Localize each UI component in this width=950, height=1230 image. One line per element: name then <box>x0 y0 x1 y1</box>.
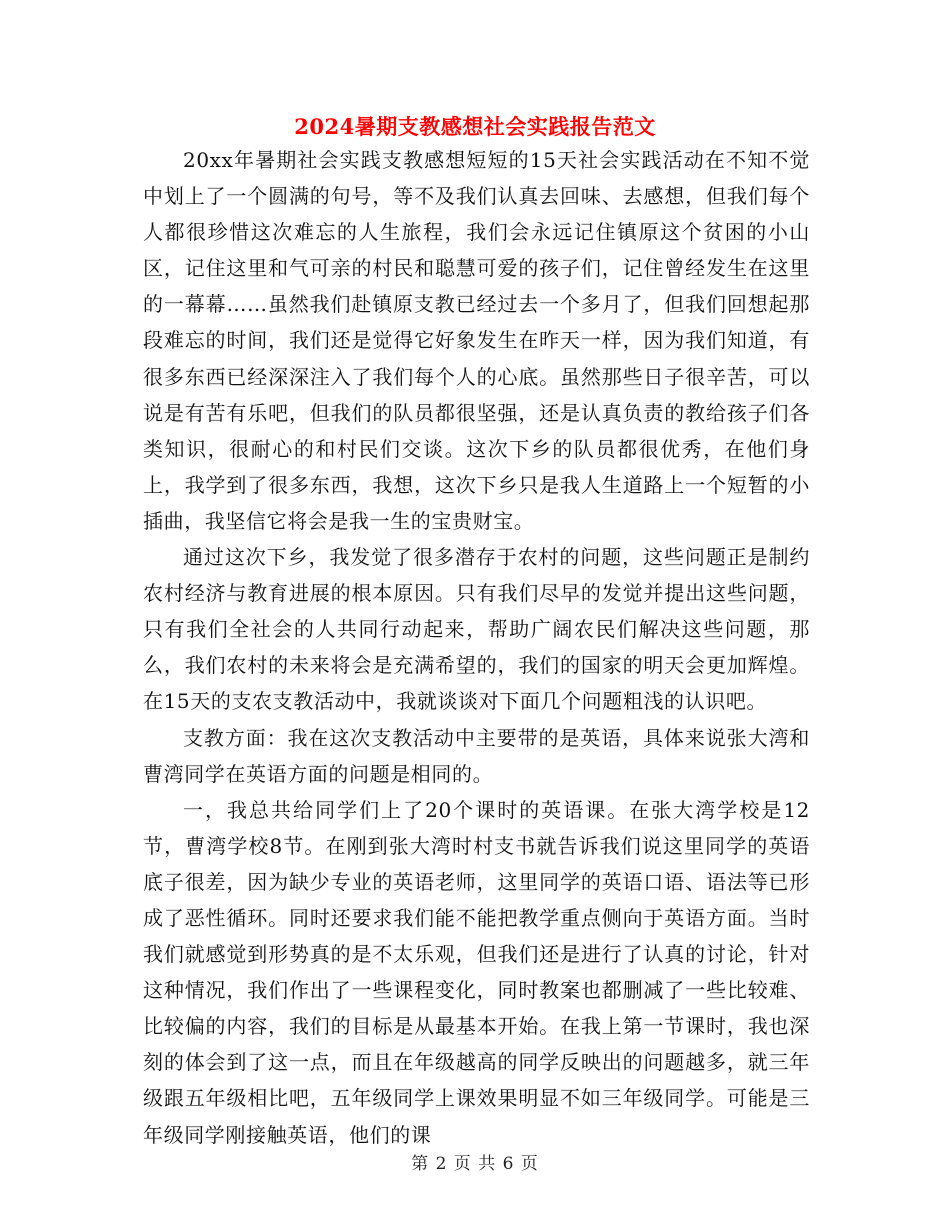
document-title: 2024暑期支教感想社会实践报告范文 <box>294 114 656 139</box>
page-footer: 第 2 页 共 6 页 <box>411 1154 539 1174</box>
paragraph-1: 20xx年暑期社会实践支教感想短短的15天社会实践活动在不知不觉中划上了一个圆满的句号，等不及我们认真去回味、去感想，但我们每个人都很珍惜这次难忘的人生旅程，我们会永远记住镇原这个贫困的小山区，记住这里和气可亲的村民和聪慧可爱的孩子们，记住曾经发生在这里的一幕幕……虽然我们赴镇原支教已经过去一个多月了，但我们回想起那段难忘的时间，我们还是觉得它好象发生在昨天一样，因为我们知道，有很多东西已经深深注入了我们每个人的心底。虽然那些日子很辛苦，可以说是有苦有乐吧，但我们的队员都很坚强，还是认真负责的教给孩子们各类知识，很耐心的和村民们交谈。这次下乡的队员都很优秀，在他们身上，我学到了很多东西，我想，这次下乡只是我人生道路上一个短暂的小插曲，我坚信它将会是我一生的宝贵财宝。 <box>143 148 810 533</box>
paragraph-3: 支教方面：我在这次支教活动中主要带的是英语，具体来说张大湾和曹湾同学在英语方面的问题是相同的。 <box>143 725 810 786</box>
paragraph-2: 通过这次下乡，我发觉了很多潜存于农村的问题，这些问题正是制约农村经济与教育进展的根本原因。只有我们尽早的发觉并提出这些问题，只有我们全社会的人共同行动起来，帮助广阔农民们解决这些问题，那么，我们农村的未来将会是充满希望的，我们的国家的明天会更加辉煌。在15天的支农支教活动中，我就谈谈对下面几个问题粗浅的认识吧。 <box>143 545 810 714</box>
document-body <box>143 142 810 1153</box>
paragraph-4: 一，我总共给同学们上了20个课时的英语课。在张大湾学校是12节，曹湾学校8节。在刚到张大湾时村支书就告诉我们说这里同学的英语底子很差，因为缺少专业的英语老师，这里同学的英语口语、语法等已形成了恶性循环。同时还要求我们能不能把教学重点侧向于英语方面。当时我们就感觉到形势真的是不太乐观，但我们还是进行了认真的讨论，针对这种情况，我们作出了一些课程变化，同时教案也都删减了一些比较难、比较偏的内容，我们的目标是从最基本开始。在我上第一节课时，我也深刻的体会到了这一点，而且在年级越高的同学反映出的问题越多，就三年级跟五年级相比吧，五年级同学上课效果明显不如三年级同学。可能是三年级同学刚接触英语，他们的课 <box>143 797 810 1147</box>
